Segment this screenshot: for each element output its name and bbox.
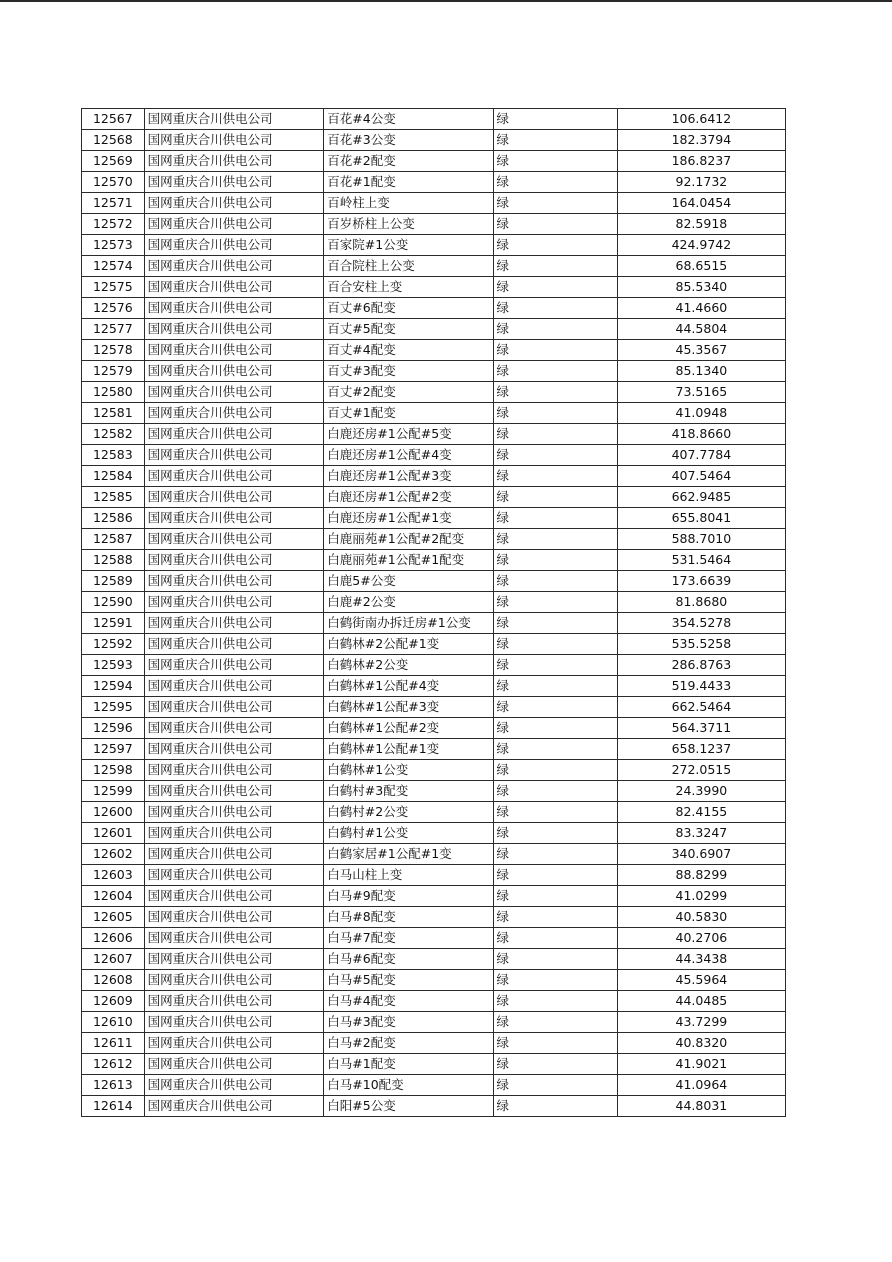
station-cell: 百丈#4配变	[324, 340, 493, 361]
company-cell: 国网重庆合川供电公司	[144, 760, 324, 781]
status-cell: 绿	[493, 781, 617, 802]
company-cell: 国网重庆合川供电公司	[144, 445, 324, 466]
value-cell: 24.3990	[617, 781, 785, 802]
status-cell: 绿	[493, 760, 617, 781]
table-row	[82, 403, 786, 424]
row-id-cell: 12576	[82, 298, 145, 319]
company-cell: 国网重庆合川供电公司	[144, 172, 324, 193]
row-id-cell: 12580	[82, 382, 145, 403]
table-row	[82, 298, 786, 319]
table-row	[82, 130, 786, 151]
status-cell: 绿	[493, 823, 617, 844]
status-cell: 绿	[493, 718, 617, 739]
row-id-cell: 12609	[82, 991, 145, 1012]
row-id-cell: 12611	[82, 1033, 145, 1054]
table-row	[82, 655, 786, 676]
value-cell: 658.1237	[617, 739, 785, 760]
station-cell: 白马#3配变	[324, 1012, 493, 1033]
company-cell: 国网重庆合川供电公司	[144, 781, 324, 802]
station-cell: 白鹿还房#1公配#2变	[324, 487, 493, 508]
status-cell: 绿	[493, 970, 617, 991]
row-id-cell: 12600	[82, 802, 145, 823]
station-cell: 百合安柱上变	[324, 277, 493, 298]
station-cell: 百丈#5配变	[324, 319, 493, 340]
status-cell: 绿	[493, 256, 617, 277]
value-cell: 83.3247	[617, 823, 785, 844]
station-cell: 百丈#3配变	[324, 361, 493, 382]
table-row	[82, 802, 786, 823]
value-cell: 43.7299	[617, 1012, 785, 1033]
station-cell: 白马#2配变	[324, 1033, 493, 1054]
row-id-cell: 12571	[82, 193, 145, 214]
row-id-cell: 12594	[82, 676, 145, 697]
row-id-cell: 12583	[82, 445, 145, 466]
station-cell: 白鹤林#1公配#4变	[324, 676, 493, 697]
value-cell: 655.8041	[617, 508, 785, 529]
station-cell: 百花#2配变	[324, 151, 493, 172]
station-cell: 百花#4公变	[324, 109, 493, 130]
company-cell: 国网重庆合川供电公司	[144, 844, 324, 865]
row-id-cell: 12590	[82, 592, 145, 613]
station-cell: 白鹤村#1公变	[324, 823, 493, 844]
station-cell: 白鹤林#1公配#2变	[324, 718, 493, 739]
row-id-cell: 12570	[82, 172, 145, 193]
value-cell: 44.5804	[617, 319, 785, 340]
row-id-cell: 12567	[82, 109, 145, 130]
station-cell: 白马#6配变	[324, 949, 493, 970]
table-row	[82, 277, 786, 298]
company-cell: 国网重庆合川供电公司	[144, 466, 324, 487]
row-id-cell: 12605	[82, 907, 145, 928]
company-cell: 国网重庆合川供电公司	[144, 382, 324, 403]
row-id-cell: 12575	[82, 277, 145, 298]
company-cell: 国网重庆合川供电公司	[144, 1096, 324, 1117]
row-id-cell: 12596	[82, 718, 145, 739]
value-cell: 44.0485	[617, 991, 785, 1012]
company-cell: 国网重庆合川供电公司	[144, 739, 324, 760]
status-cell: 绿	[493, 1096, 617, 1117]
company-cell: 国网重庆合川供电公司	[144, 571, 324, 592]
row-id-cell: 12595	[82, 697, 145, 718]
table-row	[82, 235, 786, 256]
company-cell: 国网重庆合川供电公司	[144, 676, 324, 697]
table-row	[82, 340, 786, 361]
table-row	[82, 361, 786, 382]
value-cell: 68.6515	[617, 256, 785, 277]
station-cell: 百花#1配变	[324, 172, 493, 193]
table-row	[82, 529, 786, 550]
status-cell: 绿	[493, 130, 617, 151]
station-cell: 百丈#2配变	[324, 382, 493, 403]
value-cell: 41.9021	[617, 1054, 785, 1075]
table-row	[82, 424, 786, 445]
value-cell: 44.3438	[617, 949, 785, 970]
company-cell: 国网重庆合川供电公司	[144, 592, 324, 613]
company-cell: 国网重庆合川供电公司	[144, 550, 324, 571]
value-cell: 407.5464	[617, 466, 785, 487]
status-cell: 绿	[493, 613, 617, 634]
value-cell: 82.5918	[617, 214, 785, 235]
company-cell: 国网重庆合川供电公司	[144, 403, 324, 424]
status-cell: 绿	[493, 676, 617, 697]
row-id-cell: 12573	[82, 235, 145, 256]
station-cell: 白鹤林#1公变	[324, 760, 493, 781]
station-cell: 白鹿5#公变	[324, 571, 493, 592]
table-row	[82, 760, 786, 781]
table-row	[82, 319, 786, 340]
status-cell: 绿	[493, 235, 617, 256]
value-cell: 272.0515	[617, 760, 785, 781]
value-cell: 531.5464	[617, 550, 785, 571]
station-cell: 百家院#1公变	[324, 235, 493, 256]
value-cell: 173.6639	[617, 571, 785, 592]
table-row	[82, 172, 786, 193]
station-cell: 白马#7配变	[324, 928, 493, 949]
company-cell: 国网重庆合川供电公司	[144, 235, 324, 256]
row-id-cell: 12592	[82, 634, 145, 655]
status-cell: 绿	[493, 403, 617, 424]
table-row	[82, 970, 786, 991]
status-cell: 绿	[493, 172, 617, 193]
value-cell: 41.0948	[617, 403, 785, 424]
row-id-cell: 12604	[82, 886, 145, 907]
company-cell: 国网重庆合川供电公司	[144, 361, 324, 382]
table-row	[82, 1075, 786, 1096]
company-cell: 国网重庆合川供电公司	[144, 1075, 324, 1096]
status-cell: 绿	[493, 844, 617, 865]
row-id-cell: 12578	[82, 340, 145, 361]
table-row	[82, 613, 786, 634]
station-cell: 白鹤村#3配变	[324, 781, 493, 802]
page-top-rule	[0, 0, 892, 2]
company-cell: 国网重庆合川供电公司	[144, 949, 324, 970]
company-cell: 国网重庆合川供电公司	[144, 424, 324, 445]
station-cell: 白鹤街南办拆迁房#1公变	[324, 613, 493, 634]
company-cell: 国网重庆合川供电公司	[144, 109, 324, 130]
table-row	[82, 550, 786, 571]
status-cell: 绿	[493, 634, 617, 655]
row-id-cell: 12610	[82, 1012, 145, 1033]
status-cell: 绿	[493, 1075, 617, 1096]
row-id-cell: 12588	[82, 550, 145, 571]
row-id-cell: 12579	[82, 361, 145, 382]
value-cell: 92.1732	[617, 172, 785, 193]
row-id-cell: 12569	[82, 151, 145, 172]
company-cell: 国网重庆合川供电公司	[144, 151, 324, 172]
status-cell: 绿	[493, 697, 617, 718]
row-id-cell: 12599	[82, 781, 145, 802]
table-row	[82, 487, 786, 508]
row-id-cell: 12601	[82, 823, 145, 844]
station-cell: 百岭柱上变	[324, 193, 493, 214]
value-cell: 340.6907	[617, 844, 785, 865]
company-cell: 国网重庆合川供电公司	[144, 634, 324, 655]
table-row	[82, 949, 786, 970]
row-id-cell: 12577	[82, 319, 145, 340]
table-row	[82, 193, 786, 214]
table-row	[82, 1096, 786, 1117]
value-cell: 40.2706	[617, 928, 785, 949]
value-cell: 164.0454	[617, 193, 785, 214]
row-id-cell: 12574	[82, 256, 145, 277]
row-id-cell: 12614	[82, 1096, 145, 1117]
row-id-cell: 12568	[82, 130, 145, 151]
company-cell: 国网重庆合川供电公司	[144, 823, 324, 844]
status-cell: 绿	[493, 529, 617, 550]
table-row	[82, 907, 786, 928]
value-cell: 73.5165	[617, 382, 785, 403]
station-cell: 白马#5配变	[324, 970, 493, 991]
station-cell: 百丈#6配变	[324, 298, 493, 319]
value-cell: 45.3567	[617, 340, 785, 361]
row-id-cell: 12591	[82, 613, 145, 634]
value-cell: 82.4155	[617, 802, 785, 823]
table-row	[82, 445, 786, 466]
status-cell: 绿	[493, 550, 617, 571]
company-cell: 国网重庆合川供电公司	[144, 529, 324, 550]
value-cell: 186.8237	[617, 151, 785, 172]
company-cell: 国网重庆合川供电公司	[144, 865, 324, 886]
company-cell: 国网重庆合川供电公司	[144, 991, 324, 1012]
table-row	[82, 697, 786, 718]
station-cell: 白鹤林#1公配#1变	[324, 739, 493, 760]
company-cell: 国网重庆合川供电公司	[144, 928, 324, 949]
status-cell: 绿	[493, 949, 617, 970]
table-row	[82, 823, 786, 844]
value-cell: 41.0964	[617, 1075, 785, 1096]
company-cell: 国网重庆合川供电公司	[144, 508, 324, 529]
company-cell: 国网重庆合川供电公司	[144, 340, 324, 361]
status-cell: 绿	[493, 991, 617, 1012]
value-cell: 182.3794	[617, 130, 785, 151]
station-cell: 白鹿还房#1公配#5变	[324, 424, 493, 445]
company-cell: 国网重庆合川供电公司	[144, 802, 324, 823]
table-row	[82, 571, 786, 592]
value-cell: 564.3711	[617, 718, 785, 739]
company-cell: 国网重庆合川供电公司	[144, 130, 324, 151]
station-cell: 白鹿还房#1公配#4变	[324, 445, 493, 466]
station-cell: 白马#9配变	[324, 886, 493, 907]
station-cell: 白阳#5公变	[324, 1096, 493, 1117]
station-cell: 白鹤林#2公变	[324, 655, 493, 676]
value-cell: 662.9485	[617, 487, 785, 508]
company-cell: 国网重庆合川供电公司	[144, 697, 324, 718]
company-cell: 国网重庆合川供电公司	[144, 256, 324, 277]
station-cell: 百花#3公变	[324, 130, 493, 151]
station-cell: 白鹿丽苑#1公配#2配变	[324, 529, 493, 550]
status-cell: 绿	[493, 1033, 617, 1054]
row-id-cell: 12589	[82, 571, 145, 592]
value-cell: 424.9742	[617, 235, 785, 256]
table-row	[82, 886, 786, 907]
status-cell: 绿	[493, 277, 617, 298]
station-cell: 白鹤村#2公变	[324, 802, 493, 823]
table-row	[82, 382, 786, 403]
station-cell: 百岁桥柱上公变	[324, 214, 493, 235]
value-cell: 40.5830	[617, 907, 785, 928]
table-body	[82, 109, 786, 1117]
value-cell: 106.6412	[617, 109, 785, 130]
row-id-cell: 12593	[82, 655, 145, 676]
status-cell: 绿	[493, 214, 617, 235]
status-cell: 绿	[493, 928, 617, 949]
station-cell: 白鹤林#1公配#3变	[324, 697, 493, 718]
status-cell: 绿	[493, 886, 617, 907]
company-cell: 国网重庆合川供电公司	[144, 613, 324, 634]
station-cell: 白马#4配变	[324, 991, 493, 1012]
status-cell: 绿	[493, 571, 617, 592]
value-cell: 519.4433	[617, 676, 785, 697]
status-cell: 绿	[493, 907, 617, 928]
value-cell: 41.0299	[617, 886, 785, 907]
row-id-cell: 12584	[82, 466, 145, 487]
table-row	[82, 928, 786, 949]
company-cell: 国网重庆合川供电公司	[144, 718, 324, 739]
table-row	[82, 634, 786, 655]
row-id-cell: 12608	[82, 970, 145, 991]
company-cell: 国网重庆合川供电公司	[144, 1033, 324, 1054]
status-cell: 绿	[493, 1054, 617, 1075]
station-cell: 白鹤家居#1公配#1变	[324, 844, 493, 865]
row-id-cell: 12603	[82, 865, 145, 886]
company-cell: 国网重庆合川供电公司	[144, 193, 324, 214]
row-id-cell: 12597	[82, 739, 145, 760]
table-row	[82, 1033, 786, 1054]
value-cell: 588.7010	[617, 529, 785, 550]
table-row	[82, 1012, 786, 1033]
status-cell: 绿	[493, 592, 617, 613]
station-cell: 白鹿还房#1公配#1变	[324, 508, 493, 529]
status-cell: 绿	[493, 109, 617, 130]
table-row	[82, 676, 786, 697]
table-row	[82, 991, 786, 1012]
status-cell: 绿	[493, 1012, 617, 1033]
row-id-cell: 12587	[82, 529, 145, 550]
value-cell: 40.8320	[617, 1033, 785, 1054]
table-row	[82, 739, 786, 760]
company-cell: 国网重庆合川供电公司	[144, 319, 324, 340]
company-cell: 国网重庆合川供电公司	[144, 1012, 324, 1033]
company-cell: 国网重庆合川供电公司	[144, 655, 324, 676]
row-id-cell: 12612	[82, 1054, 145, 1075]
value-cell: 45.5964	[617, 970, 785, 991]
value-cell: 286.8763	[617, 655, 785, 676]
row-id-cell: 12581	[82, 403, 145, 424]
station-cell: 白鹿丽苑#1公配#1配变	[324, 550, 493, 571]
status-cell: 绿	[493, 298, 617, 319]
row-id-cell: 12582	[82, 424, 145, 445]
row-id-cell: 12598	[82, 760, 145, 781]
station-cell: 白马#10配变	[324, 1075, 493, 1096]
value-cell: 44.8031	[617, 1096, 785, 1117]
value-cell: 407.7784	[617, 445, 785, 466]
company-cell: 国网重庆合川供电公司	[144, 907, 324, 928]
value-cell: 85.1340	[617, 361, 785, 382]
status-cell: 绿	[493, 655, 617, 676]
station-cell: 百合院柱上公变	[324, 256, 493, 277]
company-cell: 国网重庆合川供电公司	[144, 214, 324, 235]
status-cell: 绿	[493, 865, 617, 886]
row-id-cell: 12602	[82, 844, 145, 865]
row-id-cell: 12586	[82, 508, 145, 529]
status-cell: 绿	[493, 508, 617, 529]
value-cell: 418.8660	[617, 424, 785, 445]
station-cell: 白马山柱上变	[324, 865, 493, 886]
status-cell: 绿	[493, 802, 617, 823]
company-cell: 国网重庆合川供电公司	[144, 277, 324, 298]
status-cell: 绿	[493, 340, 617, 361]
row-id-cell: 12607	[82, 949, 145, 970]
table-row	[82, 844, 786, 865]
status-cell: 绿	[493, 739, 617, 760]
company-cell: 国网重庆合川供电公司	[144, 1054, 324, 1075]
status-cell: 绿	[493, 487, 617, 508]
table-row	[82, 718, 786, 739]
station-cell: 白马#1配变	[324, 1054, 493, 1075]
table-row	[82, 151, 786, 172]
data-table	[81, 108, 786, 1117]
table-row	[82, 1054, 786, 1075]
value-cell: 81.8680	[617, 592, 785, 613]
value-cell: 535.5258	[617, 634, 785, 655]
station-cell: 百丈#1配变	[324, 403, 493, 424]
table-row	[82, 466, 786, 487]
table-row	[82, 508, 786, 529]
status-cell: 绿	[493, 361, 617, 382]
station-cell: 白马#8配变	[324, 907, 493, 928]
company-cell: 国网重庆合川供电公司	[144, 970, 324, 991]
row-id-cell: 12613	[82, 1075, 145, 1096]
table-row	[82, 256, 786, 277]
company-cell: 国网重庆合川供电公司	[144, 487, 324, 508]
status-cell: 绿	[493, 151, 617, 172]
status-cell: 绿	[493, 466, 617, 487]
table-row	[82, 865, 786, 886]
station-cell: 白鹿#2公变	[324, 592, 493, 613]
table-row	[82, 781, 786, 802]
row-id-cell: 12572	[82, 214, 145, 235]
value-cell: 88.8299	[617, 865, 785, 886]
station-cell: 白鹿还房#1公配#3变	[324, 466, 493, 487]
status-cell: 绿	[493, 193, 617, 214]
station-cell: 白鹤林#2公配#1变	[324, 634, 493, 655]
row-id-cell: 12606	[82, 928, 145, 949]
value-cell: 85.5340	[617, 277, 785, 298]
status-cell: 绿	[493, 424, 617, 445]
status-cell: 绿	[493, 445, 617, 466]
table-row	[82, 109, 786, 130]
value-cell: 41.4660	[617, 298, 785, 319]
row-id-cell: 12585	[82, 487, 145, 508]
value-cell: 354.5278	[617, 613, 785, 634]
value-cell: 662.5464	[617, 697, 785, 718]
company-cell: 国网重庆合川供电公司	[144, 298, 324, 319]
table-row	[82, 592, 786, 613]
status-cell: 绿	[493, 382, 617, 403]
table-row	[82, 214, 786, 235]
status-cell: 绿	[493, 319, 617, 340]
company-cell: 国网重庆合川供电公司	[144, 886, 324, 907]
